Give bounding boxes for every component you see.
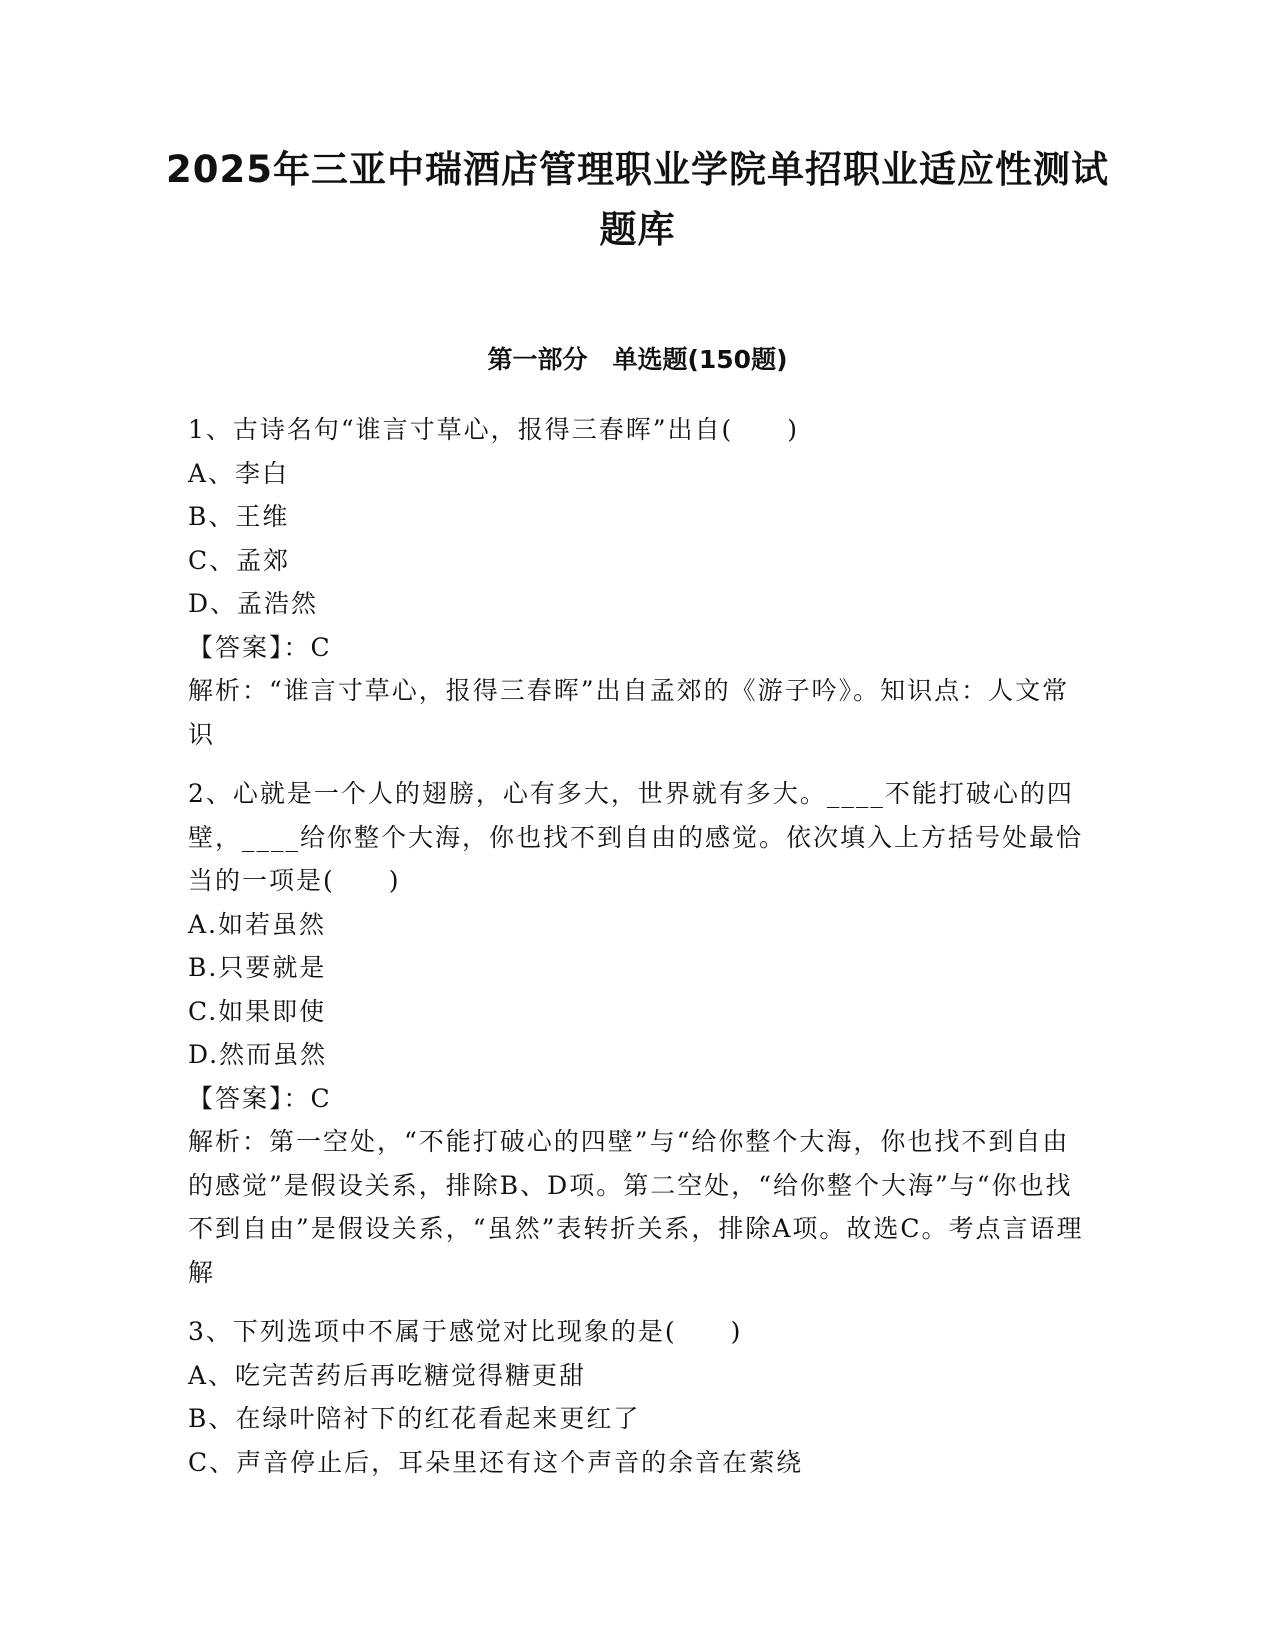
question-item: [188, 1310, 1088, 1484]
answer: 【答案】：C: [188, 632, 332, 662]
question-list: [188, 408, 1088, 1484]
document-title: 2025年三亚中瑞酒店管理职业学院单招职业适应性测试题库: [166, 148, 1109, 251]
question-item: [188, 408, 1088, 756]
option-a: A.如若虽然: [188, 909, 327, 939]
analysis: 解析：第一空处，“不能打破心的四壁”与“给你整个大海，你也找不到自由的感觉”是假设关系，排除B、D项。第二空处，“给你整个大海”与“你也找不到自由”是假设关系，“虽然”表转折关系，排除A项。故选C。考点言语理解: [188, 1127, 1084, 1287]
option-b: B、王维: [188, 502, 290, 531]
question-stem: 3、下列选项中不属于感觉对比现象的是( ): [188, 1317, 743, 1346]
analysis: 解析：“谁言寸草心，报得三春晖”出自孟郊的《游子吟》。知识点：人文常识: [188, 676, 1070, 749]
option-b: B.只要就是: [188, 953, 327, 982]
option-c: C、孟郊: [188, 545, 291, 575]
answer: 【答案】：C: [188, 1083, 332, 1113]
question-stem: 2、心就是一个人的翅膀，心有多大，世界就有多大。____不能打破心的四壁，____给你整个大海，你也找不到自由的感觉。依次填入上方括号处最恰当的一项是( ): [188, 779, 1084, 895]
option-c: C、声音停止后，耳朵里还有这个声音的余音在萦绕: [188, 1447, 804, 1477]
section-title: 第一部分 单选题(150题): [487, 345, 788, 374]
option-b: B、在绿叶陪衬下的红花看起来更红了: [188, 1404, 641, 1433]
option-c: C.如果即使: [188, 996, 327, 1026]
question-item: [188, 772, 1088, 1294]
question-stem: 1、古诗名句“谁言寸草心，报得三春晖”出自( ): [188, 415, 799, 444]
option-d: D、孟浩然: [188, 589, 319, 618]
option-a: A、李白: [188, 458, 290, 488]
option-d: D.然而虽然: [188, 1040, 328, 1069]
option-a: A、吃完苦药后再吃糖觉得糖更甜: [188, 1360, 587, 1390]
